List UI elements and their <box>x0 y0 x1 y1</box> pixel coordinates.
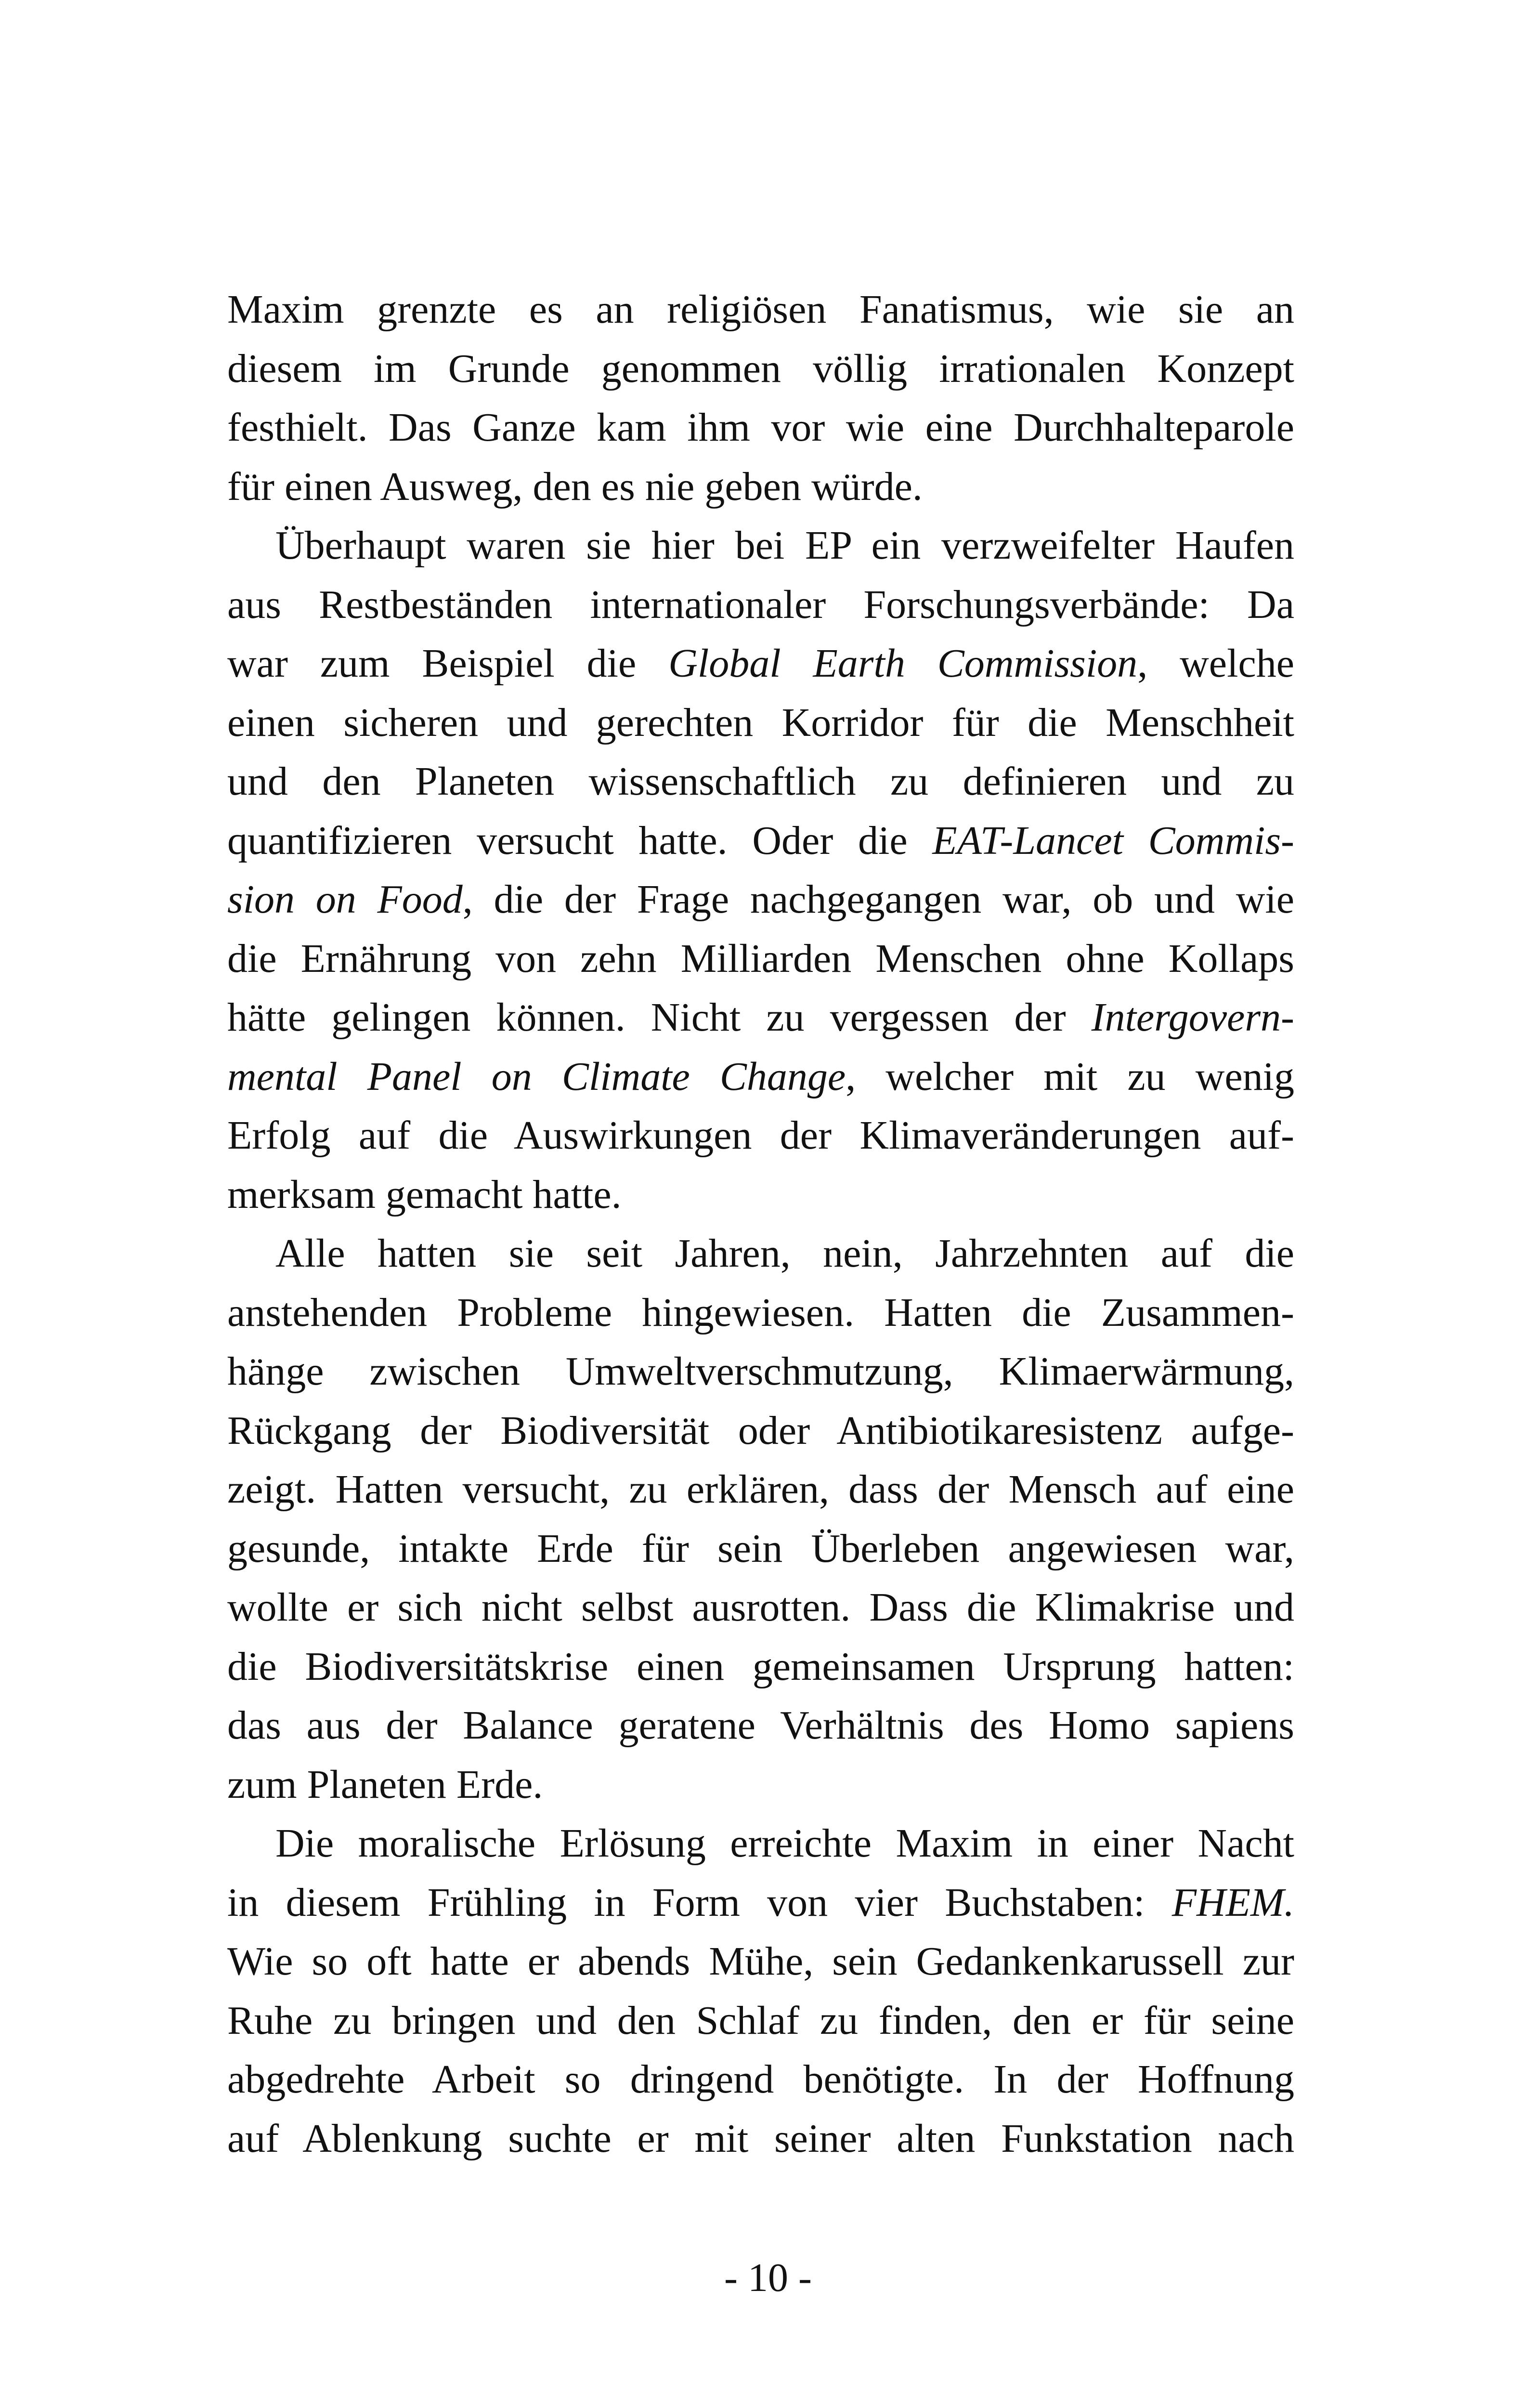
text-line <box>227 280 1294 340</box>
italic-title: EAT-Lancet Commis- <box>932 818 1295 863</box>
text-run: Erfolg auf die Auswirkungen der Klimaveränderungen auf- <box>227 1113 1294 1158</box>
text-run: diesem im Grunde genommen völlig irrationalen Konzept <box>227 346 1294 391</box>
text-line <box>227 1814 1294 1873</box>
text-run: Maxim grenzte es an religiösen Fanatismus, wie sie an <box>227 287 1294 332</box>
paragraph <box>227 516 1294 1224</box>
text-line <box>227 1578 1294 1637</box>
text-run: quantifizieren versucht hatte. Oder die <box>227 818 933 863</box>
text-line <box>227 634 1294 694</box>
text-run: wollte er sich nicht selbst ausrotten. Dass die Klimakrise und <box>227 1585 1294 1630</box>
italic-title: FHEM. <box>1172 1880 1294 1925</box>
text-line <box>227 2050 1294 2109</box>
text-line <box>227 340 1294 399</box>
text-run: anstehenden Probleme hingewiesen. Hatten die Zusammen- <box>227 1290 1294 1335</box>
text-run: Überhaupt waren sie hier bei EP ein verzweifelter Haufen <box>275 523 1294 568</box>
text-run: , die der Frage nachgegangen war, ob und wie <box>462 877 1294 922</box>
text-line <box>227 1342 1294 1401</box>
text-line <box>227 576 1294 635</box>
text-line <box>227 1165 1294 1225</box>
text-line <box>227 811 1294 871</box>
text-line <box>227 694 1294 753</box>
text-line <box>227 929 1294 989</box>
text-run: das aus der Balance geratene Verhältnis des Homo sapiens <box>227 1703 1294 1748</box>
text-run: , welcher mit zu wenig <box>846 1054 1294 1099</box>
italic-title: mental Panel on Climate Change <box>227 1054 846 1099</box>
text-run: Rückgang der Biodiversität oder Antibiotikaresistenz aufge- <box>227 1408 1294 1453</box>
text-line <box>227 752 1294 811</box>
text-line <box>227 1224 1294 1283</box>
text-run: zeigt. Hatten versucht, zu erklären, dass der Mensch auf eine <box>227 1467 1294 1512</box>
paragraph <box>227 1224 1294 1814</box>
text-run: , welche <box>1137 641 1294 686</box>
text-line <box>227 1755 1294 1815</box>
text-run: für einen Ausweg, den es nie geben würde. <box>227 464 923 509</box>
text-run: Die moralische Erlösung erreichte Maxim in einer Nacht <box>275 1821 1294 1866</box>
text-run: festhielt. Das Ganze kam ihm vor wie eine Durchhalteparole <box>227 405 1294 450</box>
text-run: hänge zwischen Umweltverschmutzung, Klimaerwärmung, <box>227 1349 1294 1394</box>
text-line <box>227 1991 1294 2051</box>
text-run: in diesem Frühling in Form von vier Buchstaben: <box>227 1880 1172 1925</box>
paragraph <box>227 1814 1294 2168</box>
italic-title: Intergovern- <box>1091 995 1294 1040</box>
text-line <box>227 458 1294 517</box>
text-line <box>227 1696 1294 1755</box>
text-run: merksam gemacht hatte. <box>227 1172 622 1217</box>
text-run: war zum Beispiel die <box>227 641 669 686</box>
text-line <box>227 1047 1294 1107</box>
text-line <box>227 1873 1294 1933</box>
text-line <box>227 1932 1294 1991</box>
text-line <box>227 1401 1294 1461</box>
text-line <box>227 1637 1294 1697</box>
italic-title: sion on Food <box>227 877 463 922</box>
text-run: aus Restbeständen internationaler Forschungsverbände: Da <box>227 582 1294 627</box>
text-run: einen sicheren und gerechten Korridor für die Menschheit <box>227 700 1294 745</box>
paragraph <box>227 280 1294 516</box>
text-run: die Ernährung von zehn Milliarden Menschen ohne Kollaps <box>227 936 1294 981</box>
text-run: und den Planeten wissenschaftlich zu definieren und zu <box>227 759 1294 804</box>
text-run: Ruhe zu bringen und den Schlaf zu finden, den er für seine <box>227 1998 1294 2043</box>
text-run: auf Ablenkung suchte er mit seiner alten Funkstation nach <box>227 2116 1294 2161</box>
text-line <box>227 516 1294 576</box>
text-run: Wie so oft hatte er abends Mühe, sein Gedankenkarussell zur <box>227 1939 1294 1984</box>
text-line <box>227 2109 1294 2169</box>
text-line <box>227 988 1294 1047</box>
text-line <box>227 1519 1294 1579</box>
text-line <box>227 1283 1294 1343</box>
text-run: die Biodiversitätskrise einen gemeinsamen Ursprung hatten: <box>227 1644 1294 1689</box>
text-run: Alle hatten sie seit Jahren, nein, Jahrzehnten auf die <box>275 1231 1294 1276</box>
text-run: abgedrehte Arbeit so dringend benötigte. In der Hoffnung <box>227 2057 1294 2102</box>
text-line <box>227 398 1294 458</box>
text-run: hätte gelingen können. Nicht zu vergessen der <box>227 995 1092 1040</box>
text-line <box>227 1106 1294 1165</box>
text-line <box>227 1460 1294 1519</box>
text-run: gesunde, intakte Erde für sein Überleben angewiesen war, <box>227 1526 1294 1571</box>
page-number: - 10 - <box>724 2255 812 2300</box>
italic-title: Global Earth Commission <box>668 641 1138 686</box>
book-page-text <box>227 280 1294 2168</box>
text-line <box>227 870 1294 929</box>
text-run: zum Planeten Erde. <box>227 1762 543 1807</box>
